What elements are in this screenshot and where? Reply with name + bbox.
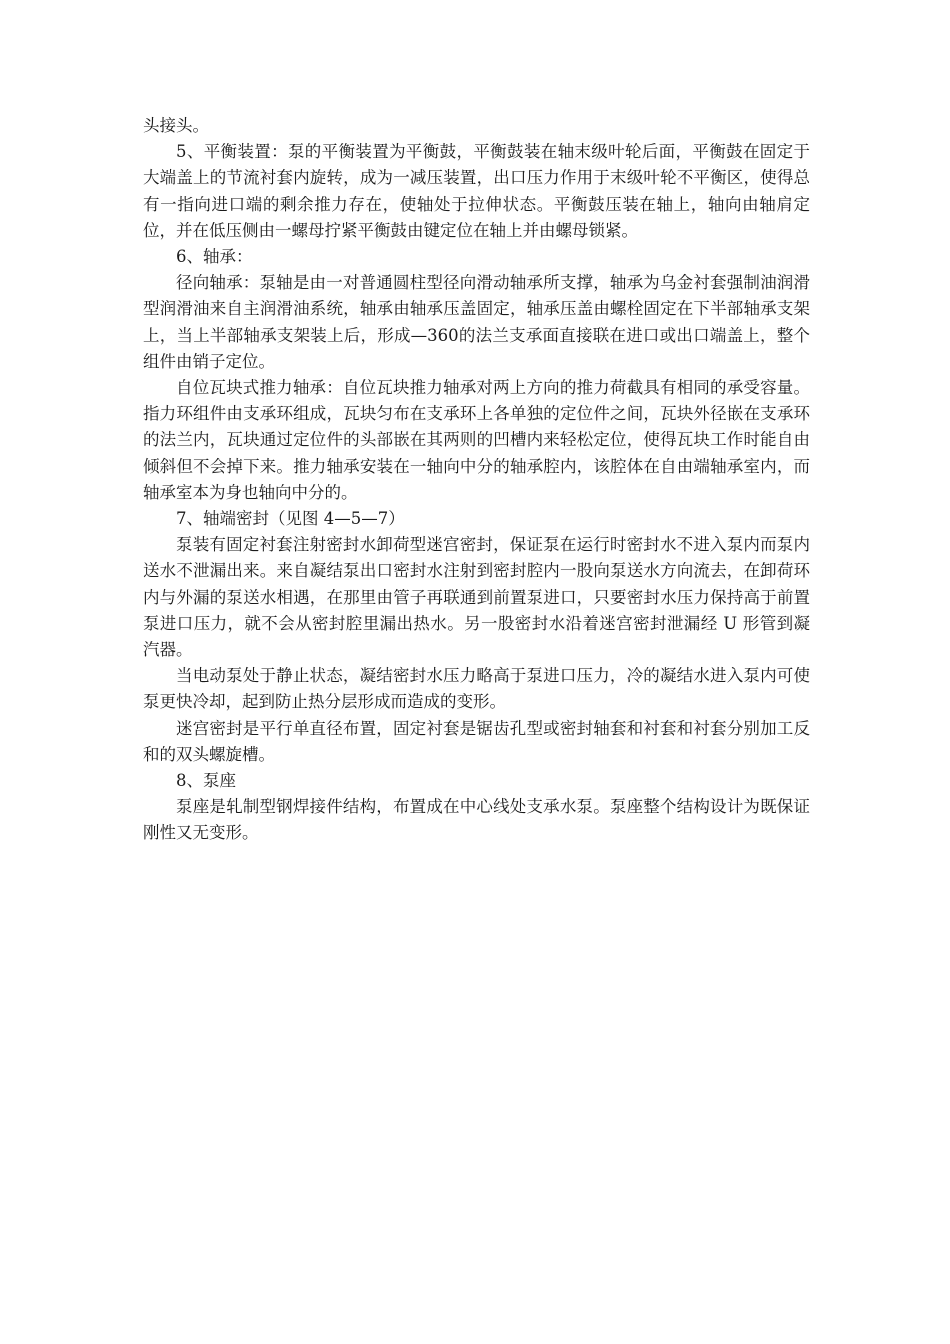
heading-pump-base: 8、泵座 <box>176 771 236 791</box>
paragraph-radial-bearing: 径向轴承：泵轴是由一对普通圆柱型径向滑动轴承所支撑，轴承为乌金衬套强制油润滑型润滑油来自主润滑油系统，轴承由轴承压盖固定，轴承压盖由螺栓固定在下半部轴承支架上，当上半部轴承支架装上后，形成—360的法兰支承面直接联在进口或出口端盖上，整个组件由销子定位。 <box>143 273 810 371</box>
paragraph-continuation: 头接头。 <box>143 116 209 135</box>
paragraph-shaft-seal: 泵装有固定衬套注射密封水卸荷型迷宫密封，保证泵在运行时密封水不进入泵内而泵内送水不泄漏出来。来自凝结泵出口密封水注射到密封腔内一股向泵送水方向流去，在卸荷环内与外漏的泵送水相遇，在那里由管子再联通到前置泵进口，只要密封水压力保持高于前置泵进口压力，就不会从密封腔里漏出热水。另一股密封水沿着迷宫密封泄漏经 U 形管到凝汽器。 <box>143 535 810 660</box>
paragraph-pump-base: 泵座是轧制型钢焊接件结构，布置成在中心线处支承水泵。泵座整个结构设计为既保证刚性又无变形。 <box>143 797 810 843</box>
heading-bearings: 6、轴承： <box>176 247 253 267</box>
paragraph-labyrinth-seal: 迷宫密封是平行单直径布置，固定衬套是锯齿孔型或密封轴套和衬套和衬套分别加工反和的双头螺旋槽。 <box>143 718 810 764</box>
document-page <box>143 113 810 847</box>
heading-shaft-seal: 7、轴端密封（见图 4—5—7） <box>176 509 405 529</box>
paragraph-balance-device: 5、平衡装置：泵的平衡装置为平衡鼓，平衡鼓装在轴末级叶轮后面，平衡鼓在固定于大端盖上的节流衬套内旋转，成为一减压装置，出口压力作用于末级叶轮不平衡区，使得总有一指向进口端的剩余推力存在，使轴处于拉伸状态。平衡鼓压装在轴上，轴向由轴肩定位，并在低压侧由一螺母拧紧平衡鼓由键定位在轴上并由螺母锁紧。 <box>143 142 810 240</box>
paragraph-thrust-bearing: 自位瓦块式推力轴承：自位瓦块推力轴承对两上方向的推力荷截具有相同的承受容量。指力环组件由支承环组成，瓦块匀布在支承环上各单独的定位件之间，瓦块外径嵌在支承环的法兰内，瓦块通过定位件的头部嵌在其两则的凹槽内来轻松定位，使得瓦块工作时能自由倾斜但不会掉下来。推力轴承安装在一轴向中分的轴承腔内，该腔体在自由端轴承室内，而轴承室本为身也轴向中分的。 <box>143 378 810 502</box>
paragraph-standstill: 当电动泵处于静止状态，凝结密封水压力略高于泵进口压力，冷的凝结水进入泵内可使泵更快冷却，起到防止热分层形成而造成的变形。 <box>143 666 810 712</box>
